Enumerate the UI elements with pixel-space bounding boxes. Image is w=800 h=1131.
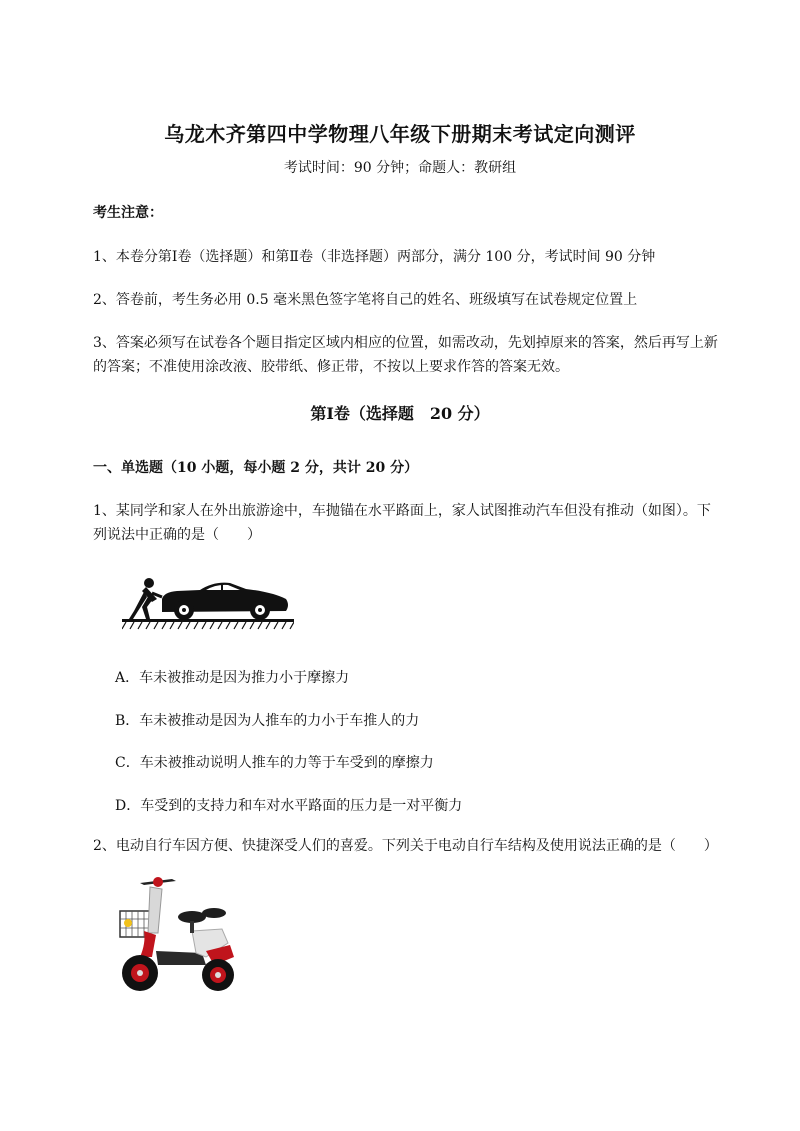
exam-title: 乌龙木齐第四中学物理八年级下册期末考试定向测评 bbox=[164, 122, 636, 146]
question-1-stem: 1、某同学和家人在外出旅游途中，车抛锚在水平路面上，家人试图推动汽车但没有推动（如图）。下 bbox=[93, 503, 711, 519]
section-title: 第Ⅰ卷（选择题 20 分） bbox=[310, 404, 490, 423]
note-item-3: 3、答案必须写在试卷各个题目指定区域内相应的位置，如需改动，先划掉原来的答案，然后再写上新 bbox=[93, 335, 718, 351]
question-2-stem: 2、电动自行车因方便、快捷深受人们的喜爱。下列关于电动自行车结构及使用说法正确的是（ ） bbox=[93, 838, 718, 854]
note-item-1: 1、本卷分第Ⅰ卷（选择题）和第Ⅱ卷（非选择题）两部分，满分 100 分，考试时间 90 分钟 bbox=[93, 249, 656, 265]
note-item-2: 2、答卷前，考生务必用 0.5 毫米黑色签字笔将自己的姓名、班级填写在试卷规定位置上 bbox=[93, 292, 638, 308]
person-pushing-car-illustration bbox=[122, 575, 294, 631]
question-1-stem-cont: 列说法中正确的是（ ） bbox=[93, 527, 261, 543]
exam-subtitle: 考试时间：90 分钟；命题人：教研组 bbox=[283, 160, 517, 176]
question-1-option-a: A．车未被推动是因为推力小于摩擦力 bbox=[115, 670, 350, 686]
question-1-option-c: C．车未被推动说明人推车的力等于车受到的摩擦力 bbox=[115, 755, 434, 771]
electric-bicycle-photo bbox=[110, 873, 240, 995]
note-item-3-cont: 的答案；不准使用涂改液、胶带纸、修正带，不按以上要求作答的答案无效。 bbox=[93, 359, 569, 375]
notes-heading: 考生注意： bbox=[93, 205, 163, 221]
part-heading: 一、单选题（10 小题，每小题 2 分，共计 20 分） bbox=[93, 460, 419, 476]
question-1-option-d: D．车受到的支持力和车对水平路面的压力是一对平衡力 bbox=[115, 798, 463, 814]
question-1-option-b: B．车未被推动是因为人推车的力小于车推人的力 bbox=[115, 713, 420, 729]
